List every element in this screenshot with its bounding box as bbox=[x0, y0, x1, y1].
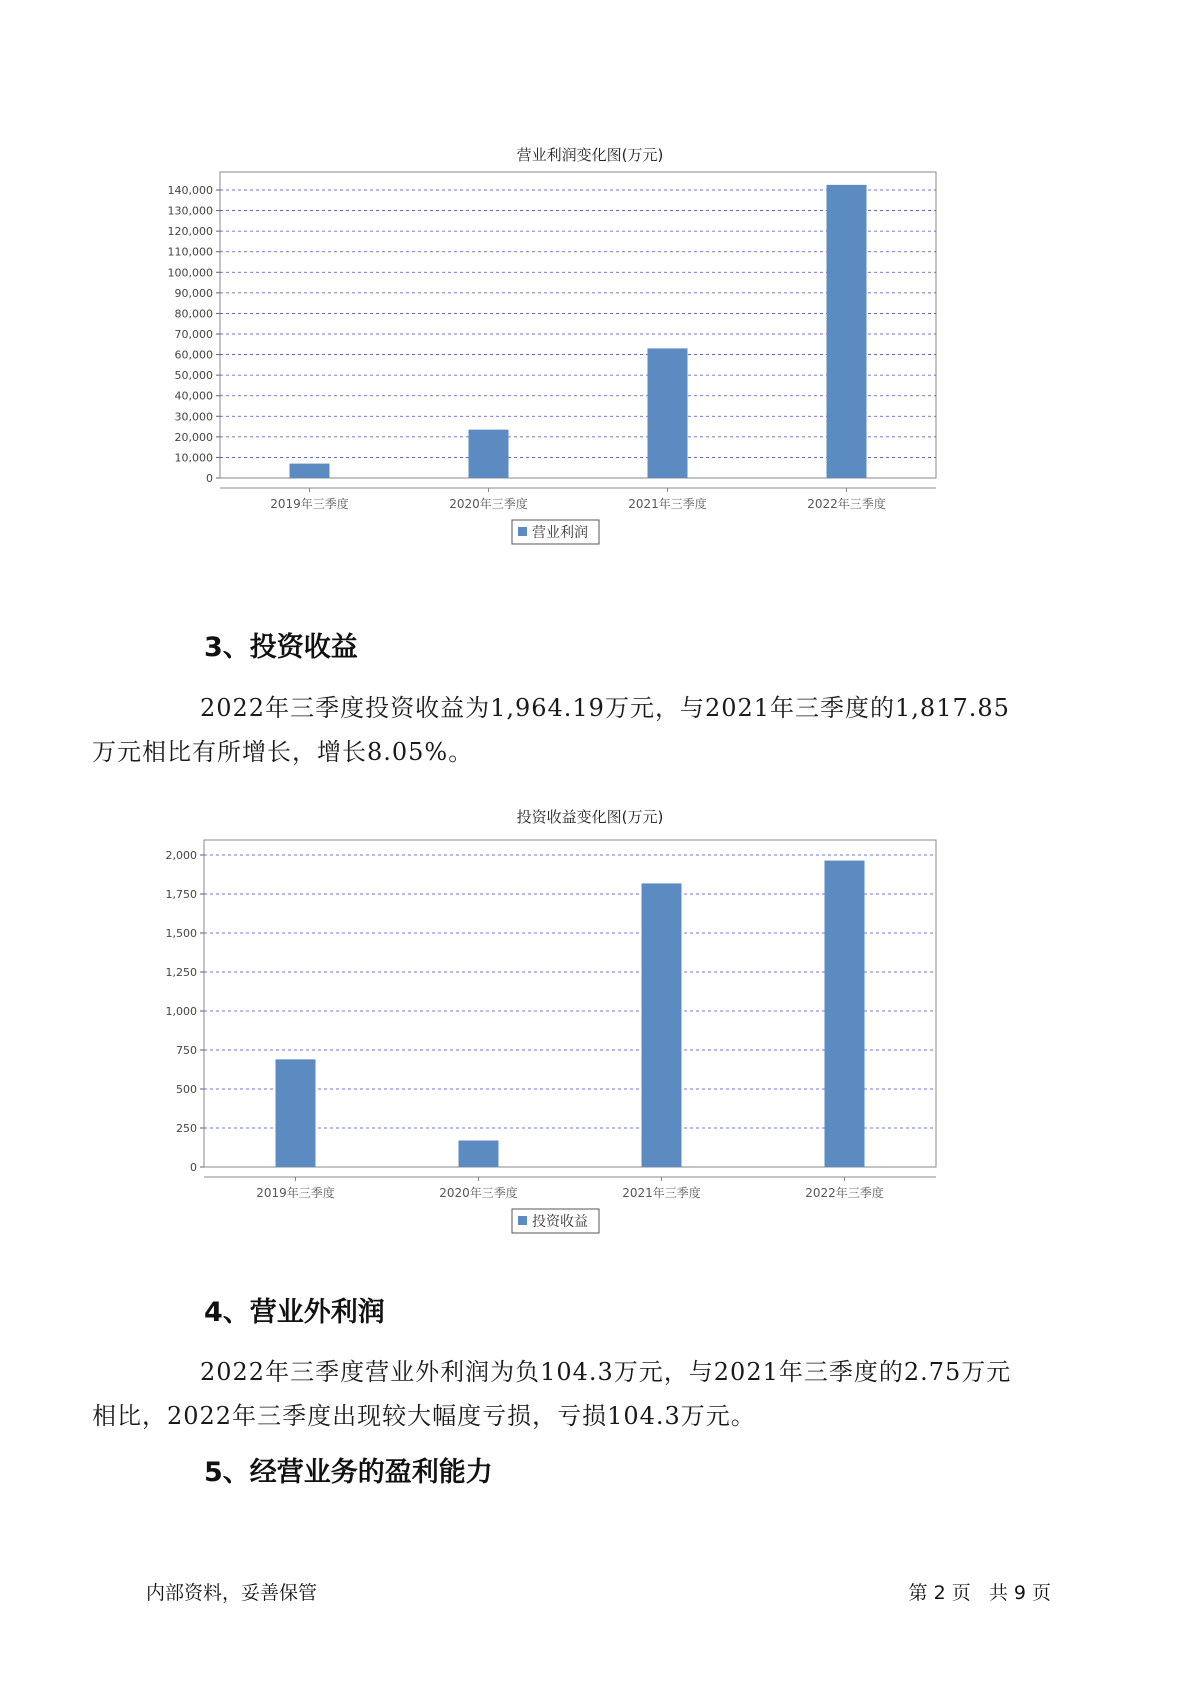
x-tick-label: 2021年三季度 bbox=[628, 497, 707, 511]
y-tick-label: 2,000 bbox=[165, 849, 197, 862]
x-tick-label: 2019年三季度 bbox=[270, 497, 349, 511]
operating-profit-chart-svg bbox=[150, 135, 1030, 595]
legend-label: 营业利润 bbox=[532, 525, 588, 541]
y-tick-label: 120,000 bbox=[167, 225, 213, 239]
section-3-line-2: 万元相比有所增长，增长8.05%。 bbox=[92, 738, 474, 766]
x-tick-label: 2022年三季度 bbox=[807, 497, 886, 511]
section-3-line-1: 2022年三季度投资收益为1,964.19万元，与2021年三季度的1,817.85 bbox=[200, 694, 1010, 722]
bar bbox=[469, 430, 509, 478]
y-tick-label: 50,000 bbox=[174, 369, 213, 383]
y-tick-label: 1,500 bbox=[165, 927, 197, 940]
y-tick-label: 1,250 bbox=[165, 966, 197, 979]
y-tick-label: 1,750 bbox=[165, 888, 197, 901]
chart-title: 营业利润变化图(万元) bbox=[516, 146, 664, 164]
chart-title: 投资收益变化图(万元) bbox=[516, 808, 664, 826]
bar bbox=[459, 1140, 499, 1167]
y-tick-label: 10,000 bbox=[174, 451, 213, 465]
bar bbox=[276, 1059, 316, 1167]
y-tick-label: 750 bbox=[176, 1044, 197, 1057]
x-tick-label: 2022年三季度 bbox=[805, 1186, 884, 1200]
y-tick-label: 30,000 bbox=[174, 410, 213, 424]
y-tick-label: 110,000 bbox=[167, 245, 213, 259]
y-tick-label: 20,000 bbox=[174, 430, 213, 444]
y-tick-label: 70,000 bbox=[174, 328, 213, 341]
y-tick-label: 0 bbox=[190, 1161, 197, 1174]
y-tick-label: 250 bbox=[176, 1122, 197, 1135]
bar bbox=[648, 348, 688, 478]
section-4-heading: 4、营业外利润 bbox=[204, 1297, 385, 1328]
investment-income-chart-svg bbox=[150, 797, 1030, 1257]
footer-page-number: 第 2 页 共 9 页 bbox=[908, 1582, 1051, 1604]
y-tick-label: 60,000 bbox=[174, 348, 213, 362]
y-tick-label: 90,000 bbox=[174, 286, 213, 300]
x-tick-label: 2020年三季度 bbox=[439, 1186, 518, 1200]
section-5-heading: 5、经营业务的盈利能力 bbox=[204, 1457, 493, 1488]
y-tick-label: 130,000 bbox=[167, 204, 213, 218]
section-4-paragraph bbox=[92, 1350, 1061, 1438]
section-3-heading: 3、投资收益 bbox=[204, 632, 358, 663]
section-4-line-1: 2022年三季度营业外利润为负104.3万元，与2021年三季度的2.75万元 bbox=[200, 1358, 1012, 1386]
x-tick-label: 2020年三季度 bbox=[449, 497, 528, 511]
investment-income-chart bbox=[150, 797, 1030, 1257]
footer-confidential-note: 内部资料，妥善保管 bbox=[146, 1582, 318, 1604]
bar bbox=[827, 185, 867, 478]
bar bbox=[290, 464, 330, 478]
y-tick-label: 500 bbox=[176, 1083, 197, 1096]
operating-profit-chart bbox=[150, 135, 1030, 595]
section-4-line-2: 相比，2022年三季度出现较大幅度亏损，亏损104.3万元。 bbox=[92, 1402, 756, 1430]
legend-swatch bbox=[518, 1216, 527, 1225]
y-tick-label: 100,000 bbox=[167, 266, 213, 280]
bar bbox=[642, 883, 682, 1167]
x-tick-label: 2019年三季度 bbox=[256, 1186, 335, 1200]
section-3-paragraph bbox=[92, 686, 1061, 774]
y-tick-label: 0 bbox=[206, 472, 213, 485]
legend-swatch bbox=[518, 527, 527, 536]
y-tick-label: 140,000 bbox=[167, 184, 213, 197]
y-tick-label: 80,000 bbox=[174, 307, 213, 321]
y-tick-label: 1,000 bbox=[165, 1005, 197, 1018]
bar bbox=[825, 861, 865, 1167]
y-tick-label: 40,000 bbox=[174, 389, 213, 403]
x-tick-label: 2021年三季度 bbox=[622, 1186, 701, 1200]
legend-label: 投资收益 bbox=[532, 1214, 588, 1230]
